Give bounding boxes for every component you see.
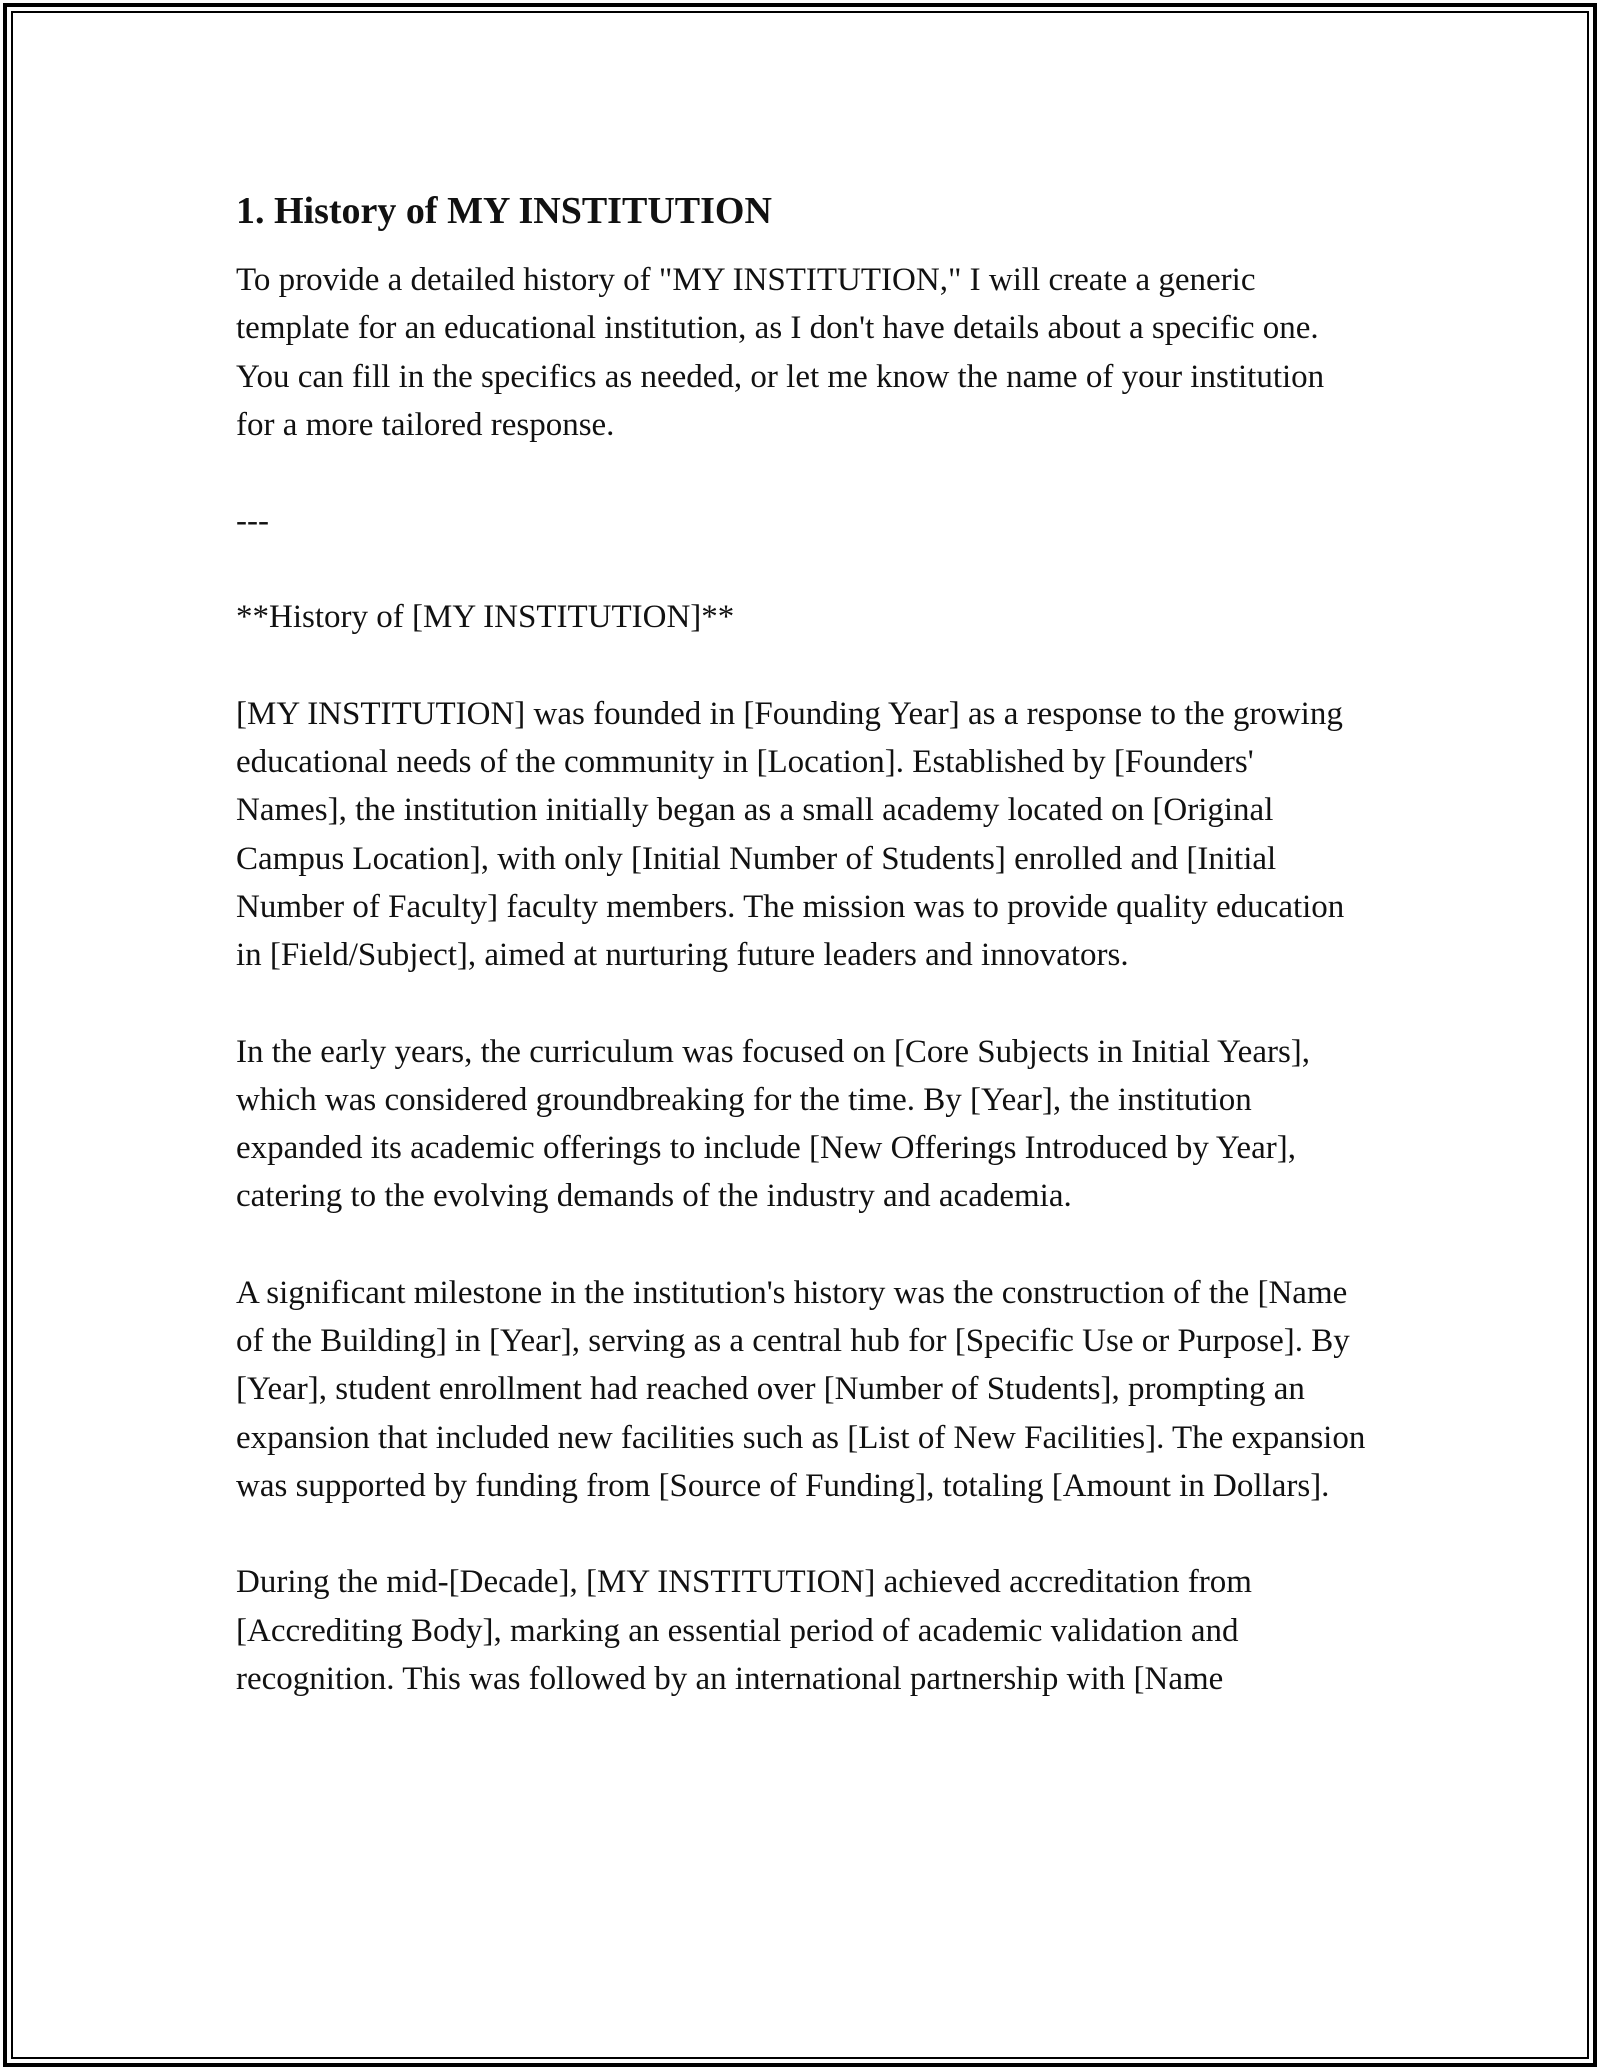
page-title: 1. History of MY INSTITUTION xyxy=(236,190,772,232)
body-paragraph-founding: [MY INSTITUTION] was founded in [Founding Year] as a response to the growing educational needs of the community in [Location]. Established by [Founders' Names], the institution initially began as a small academy located on [Original Campus Location], with only [Initial Number of Students] enrolled and [Initial Number of Faculty] faculty members. The mission was to provide quality education in [Field/Subject], aimed at nurturing future leaders and innovators. xyxy=(236,695,1345,974)
body-paragraph-early-years: In the early years, the curriculum was focused on [Core Subjects in Initial Years], which was considered groundbreaking for the time. By [Year], the institution expanded its academic offerings to include [New Offerings Introduced by Year], catering to the evolving demands of the industry and academia. xyxy=(236,1033,1311,1215)
body-paragraph-accreditation: During the mid-[Decade], [MY INSTITUTION] achieved accreditation from [Accrediting Body], marking an essential period of academic validation and recognition. This was followed by an international partnership with [Name xyxy=(236,1564,1252,1697)
separator-line: --- xyxy=(236,503,269,540)
section-subheading: **History of [MY INSTITUTION]** xyxy=(236,599,735,636)
document-body xyxy=(236,180,1366,1751)
intro-paragraph: To provide a detailed history of "MY INSTITUTION," I will create a generic template for an educational institution, as I don't have details about a specific one. You can fill in the specifics as needed, or let me know the name of your institution for a more tailored response. xyxy=(236,262,1325,443)
body-paragraph-milestone: A significant milestone in the institution's history was the construction of the [Name of the Building] in [Year], serving as a central hub for [Specific Use or Purpose]. By [Year], student enrollment had reached over [Number of Students], prompting an expansion that included new facilities such as [List of New Facilities]. The expansion was supported by funding from [Source of Funding], totaling [Amount in Dollars]. xyxy=(236,1274,1366,1504)
